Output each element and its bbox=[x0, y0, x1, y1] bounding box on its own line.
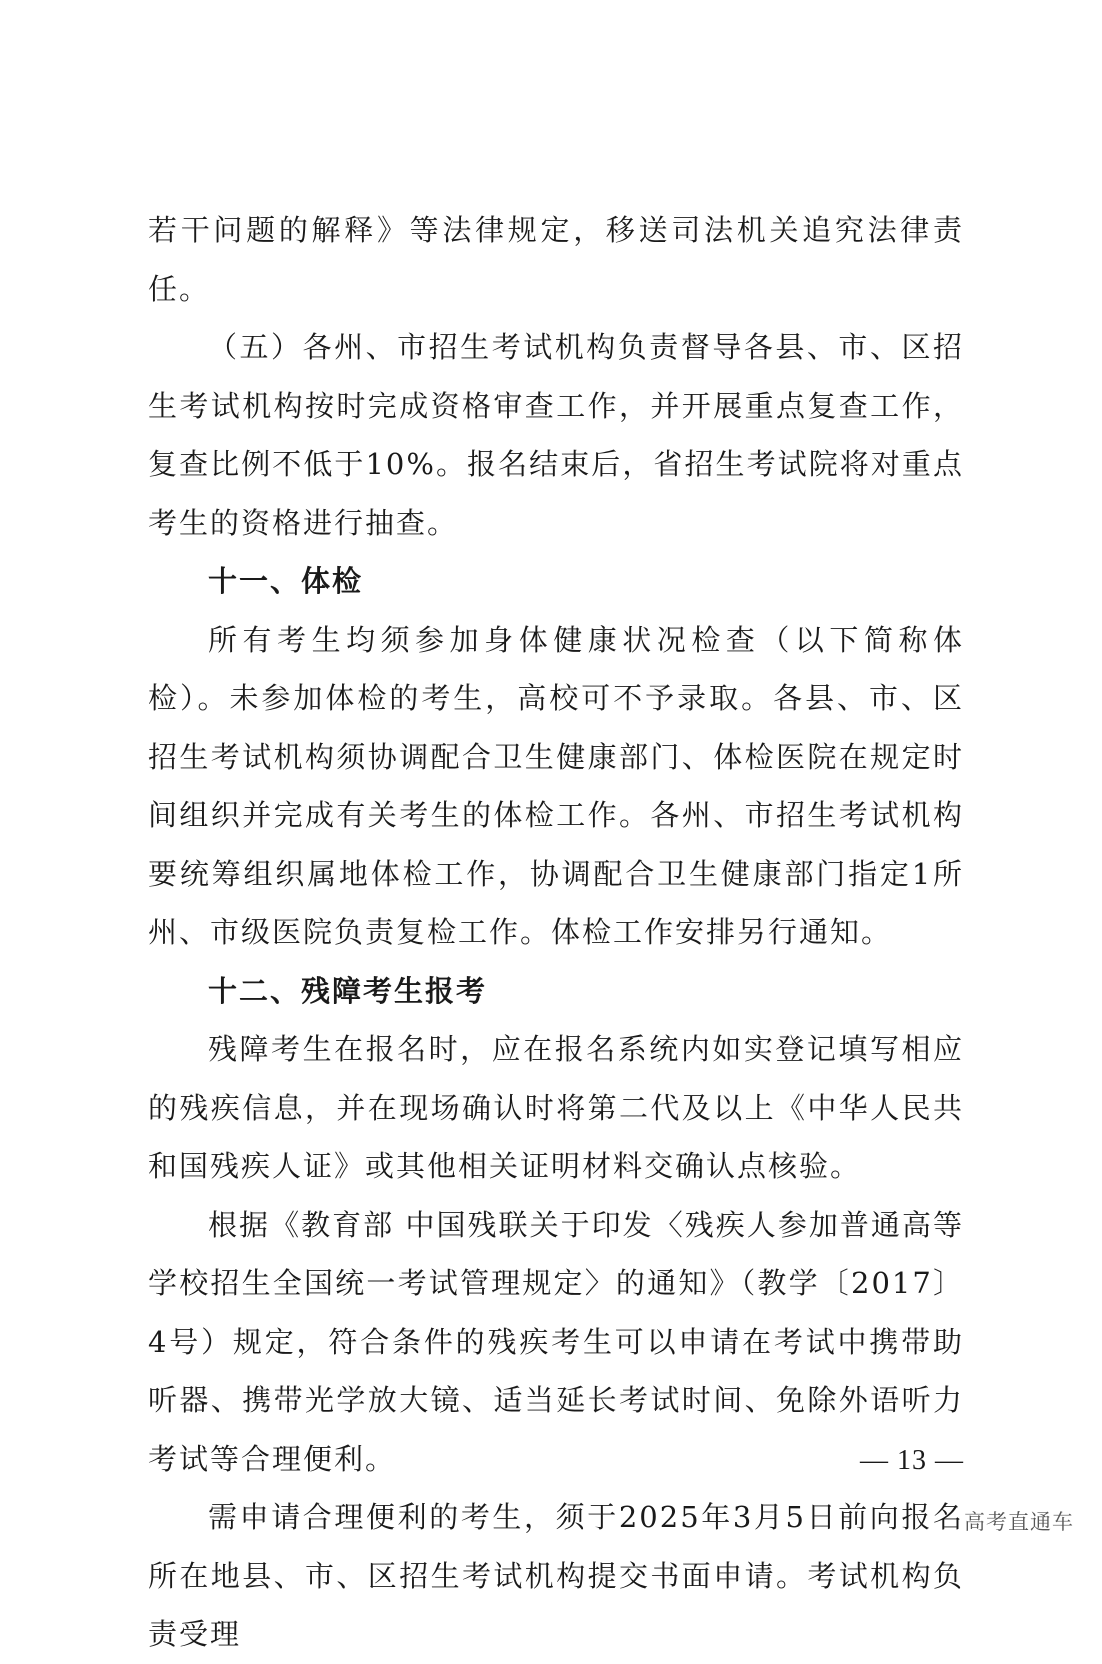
paragraph-continuation: 若干问题的解释》等法律规定，移送司法机关追究法律责任。 bbox=[148, 213, 964, 306]
page-number: — 13 — bbox=[860, 1445, 964, 1476]
paragraph-physical-exam: 所有考生均须参加身体健康状况检查（以下简称体检）。未参加体检的考生，高校可不予录取。各县、市、区招生考试机构须协调配合卫生健康部门、体检医院在规定时间组织并完成有关考生的体检工作。各州、市招生考试机构要统筹组织属地体检工作，协调配合卫生健康部门指定1所州、市级医院负责复检工作。体检工作安排另行通知。 bbox=[148, 622, 964, 949]
section-heading-physical-exam: 十一、体检 bbox=[208, 564, 364, 598]
paragraph-reasonable-accommodation: 根据《教育部 中国残联关于印发〈残疾人参加普通高等学校招生全国统一考试管理规定〉的通知》（教学〔2017〕4号）规定，符合条件的残疾考生可以申请在考试中携带助听器、携带光学放大镜、适当延长考试时间、免除外语听力考试等合理便利。 bbox=[148, 1207, 964, 1476]
section-heading-disabled-candidates: 十二、残障考生报考 bbox=[208, 973, 488, 1008]
watermark-text: 高考直通车 bbox=[964, 1510, 1074, 1534]
paragraph-application-deadline: 需申请合理便利的考生，须于2025年3月5日前向报名所在地县、市、区招生考试机构提交书面申请。考试机构负责受理 bbox=[148, 1500, 964, 1651]
document-body bbox=[148, 201, 964, 1664]
paragraph-qualification-review: （五）各州、市招生考试机构负责督导各县、市、区招生考试机构按时完成资格审查工作，并开展重点复查工作，复查比例不低于10%。报名结束后，省招生考试院将对重点考生的资格进行抽查。 bbox=[148, 330, 964, 540]
paragraph-disability-registration: 残障考生在报名时，应在报名系统内如实登记填写相应的残疾信息，并在现场确认时将第二代及以上《中华人民共和国残疾人证》或其他相关证明材料交确认点核验。 bbox=[148, 1032, 964, 1183]
